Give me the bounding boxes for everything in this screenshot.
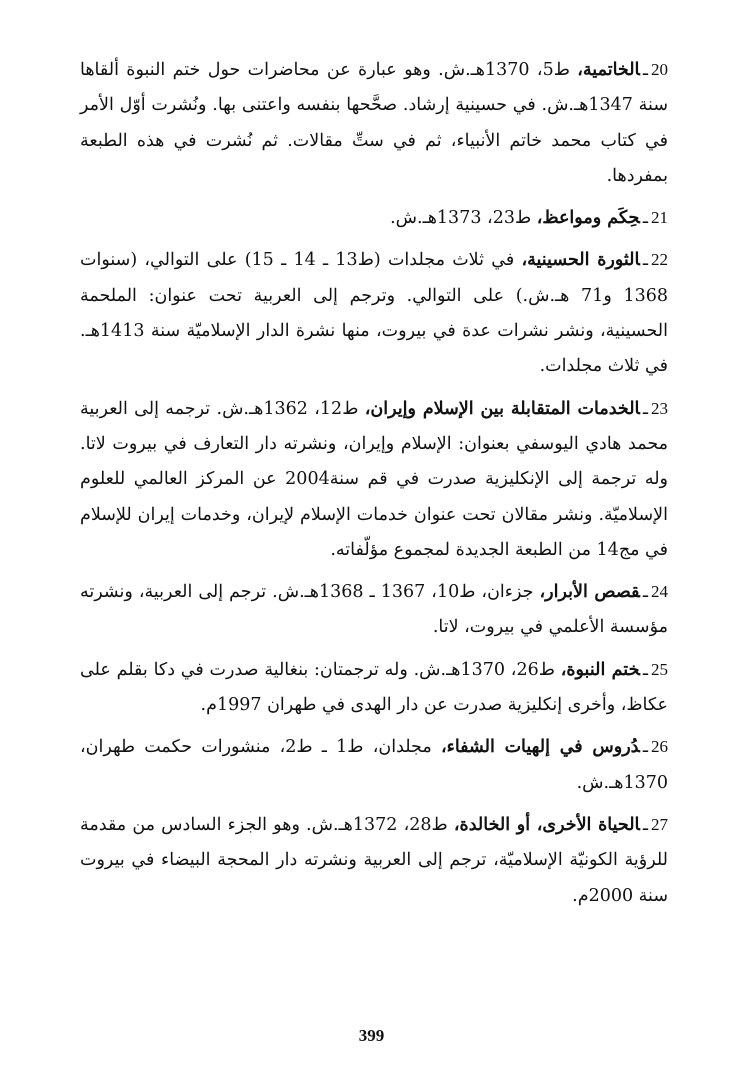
entry-body: في ثلاث مجلدات (ط13 ـ 14 ـ 15) على التوالي، (سنوات 1368 و71 هـ.ش.) على التوالي. وترجم إلى العربية تحت عنوان: الملحمة الحسينية، ونشر نشرات عدة في بيروت، منها نشرة الدار الإسلاميّة سنة 1413هـ. في ثلاث مجلدات. bbox=[80, 250, 668, 377]
entry-title: حِكَم ومواعظ، bbox=[536, 208, 640, 229]
list-item: 24ـقصص الأبرار، جزءان، ط10، 1367 ـ 1368هـ.ش. ترجم إلى العربية، ونشرته مؤسسة الأعلمي في بيروت، لاتا. bbox=[80, 582, 669, 638]
entry-number: 26 bbox=[651, 737, 668, 757]
bibliography-list bbox=[80, 52, 668, 920]
entry-body: ط28، 1372هـ.ش. وهو الجزء السادس من مقدمة للرؤية الكونيّة الإسلاميّة، ترجم إلى العربية ونشرته دار المحجة البيضاء في بيروت سنة 2000م. bbox=[80, 814, 668, 906]
page-number: 399 bbox=[358, 1026, 385, 1045]
entry-body: مجلدان، ط1 ـ ط2، منشورات حكمت طهران، 1370هـ.ش. bbox=[80, 737, 668, 793]
entry-title: الخدمات المتقابلة بين الإسلام وإيران، bbox=[364, 398, 640, 419]
entry-number: 27 bbox=[651, 814, 668, 834]
entry-number: 22 bbox=[650, 250, 668, 270]
entry-title: دُروس في إلهيات الشفاء، bbox=[440, 737, 640, 758]
entry-body: ط5، 1370هـ.ش. وهو عبارة عن محاضرات حول ختم النبوة ألقاها سنة 1347هـ.ش. في حسينية إرشاد. صحَّحها بنفسه واعتنى بها. ونُشرت أوّل الأمر في كتاب محمد خاتم الأنبياء، ثم في ستِّ مقالات. ثم نُشرت في هذه الطبعة بمفردها. bbox=[80, 60, 669, 186]
entry-number: 21 bbox=[651, 208, 668, 228]
entry-number: 25 bbox=[651, 659, 669, 679]
entry-number: 24 bbox=[651, 582, 669, 602]
entry-number: 20 bbox=[651, 60, 668, 79]
entry-number: 23 bbox=[651, 398, 669, 418]
list-item: 20ـالخاتمية، ط5، 1370هـ.ش. وهو عبارة عن محاضرات حول ختم النبوة ألقاها سنة 1347هـ.ش. في حسينية إرشاد. صحَّحها بنفسه واعتنى بها. ونُشرت أوّل الأمر في كتاب محمد خاتم الأنبياء، ثم في ستِّ مقالات. ثم نُشرت في هذه الطبعة بمفردها. bbox=[80, 60, 669, 186]
entry-body: ط12، 1362هـ.ش. ترجمه إلى العربية محمد هادي اليوسفي بعنوان: الإسلام وإيران، ونشرته دار التعارف في بيروت لاتا. وله ترجمة إلى الإنكليزية صدرت في قم سنة2004 عن المركز العالمي للعلوم الإسلاميّة. ونشر مقالان تحت عنوان خدمات الإسلام لإيران، وخدمات إيران للإسلام في مج14 من الطبعة الجديدة لمجموع مؤلّفاته. bbox=[80, 398, 668, 560]
entry-title: ختم النبوة، bbox=[560, 659, 640, 680]
entry-body: ط23، 1373هـ.ش. bbox=[390, 208, 537, 229]
entry-title: الثورة الحسينية، bbox=[521, 250, 640, 271]
entry-body: جزءان، ط10، 1367 ـ 1368هـ.ش. ترجم إلى العربية، ونشرته مؤسسة الأعلمي في بيروت، لاتا. bbox=[80, 582, 668, 638]
list-item: 21ـحِكَم ومواعظ، ط23، 1373هـ.ش. bbox=[390, 208, 668, 229]
list-item: 25ـختم النبوة، ط26، 1370هـ.ش. وله ترجمتان: بنغالية صدرت في دكا بقلم على عكاظ، وأخرى إنكليزية صدرت عن دار الهدى في طهران 1997م. bbox=[80, 659, 669, 716]
list-item: 22ـالثورة الحسينية، في ثلاث مجلدات (ط13 ـ 14 ـ 15) على التوالي، (سنوات 1368 و71 هـ.ش.) على التوالي. وترجم إلى العربية تحت عنوان: الملحمة الحسينية، ونشر نشرات عدة في بيروت، منها نشرة الدار الإسلاميّة سنة 1413هـ. في ثلاث مجلدات. bbox=[80, 250, 668, 377]
entry-title: الحياة الأخرى، أو الخالدة، bbox=[453, 814, 640, 835]
entry-body: ط26، 1370هـ.ش. وله ترجمتان: بنغالية صدرت في دكا بقلم على عكاظ، وأخرى إنكليزية صدرت عن دار الهدى في طهران 1997م. bbox=[80, 659, 668, 716]
list-item: 26ـدُروس في إلهيات الشفاء، مجلدان، ط1 ـ ط2، منشورات حكمت طهران، 1370هـ.ش. bbox=[80, 737, 668, 793]
list-item: 27ـالحياة الأخرى، أو الخالدة، ط28، 1372هـ.ش. وهو الجزء السادس من مقدمة للرؤية الكونيّة الإسلاميّة، ترجم إلى العربية ونشرته دار المحجة البيضاء في بيروت سنة 2000م. bbox=[80, 814, 668, 906]
entry-title: قصص الأبرار، bbox=[539, 582, 640, 603]
list-item: 23ـالخدمات المتقابلة بين الإسلام وإيران، ط12، 1362هـ.ش. ترجمه إلى العربية محمد هادي اليوسفي بعنوان: الإسلام وإيران، ونشرته دار التعارف في بيروت لاتا. وله ترجمة إلى الإنكليزية صدرت في قم سنة2004 عن المركز العالمي للعلوم الإسلاميّة. ونشر مقالان تحت عنوان خدمات الإسلام لإيران، وخدمات إيران للإسلام في مج14 من الطبعة الجديدة لمجموع مؤلّفاته. bbox=[80, 398, 669, 560]
entry-title: الخاتمية، bbox=[577, 60, 640, 80]
